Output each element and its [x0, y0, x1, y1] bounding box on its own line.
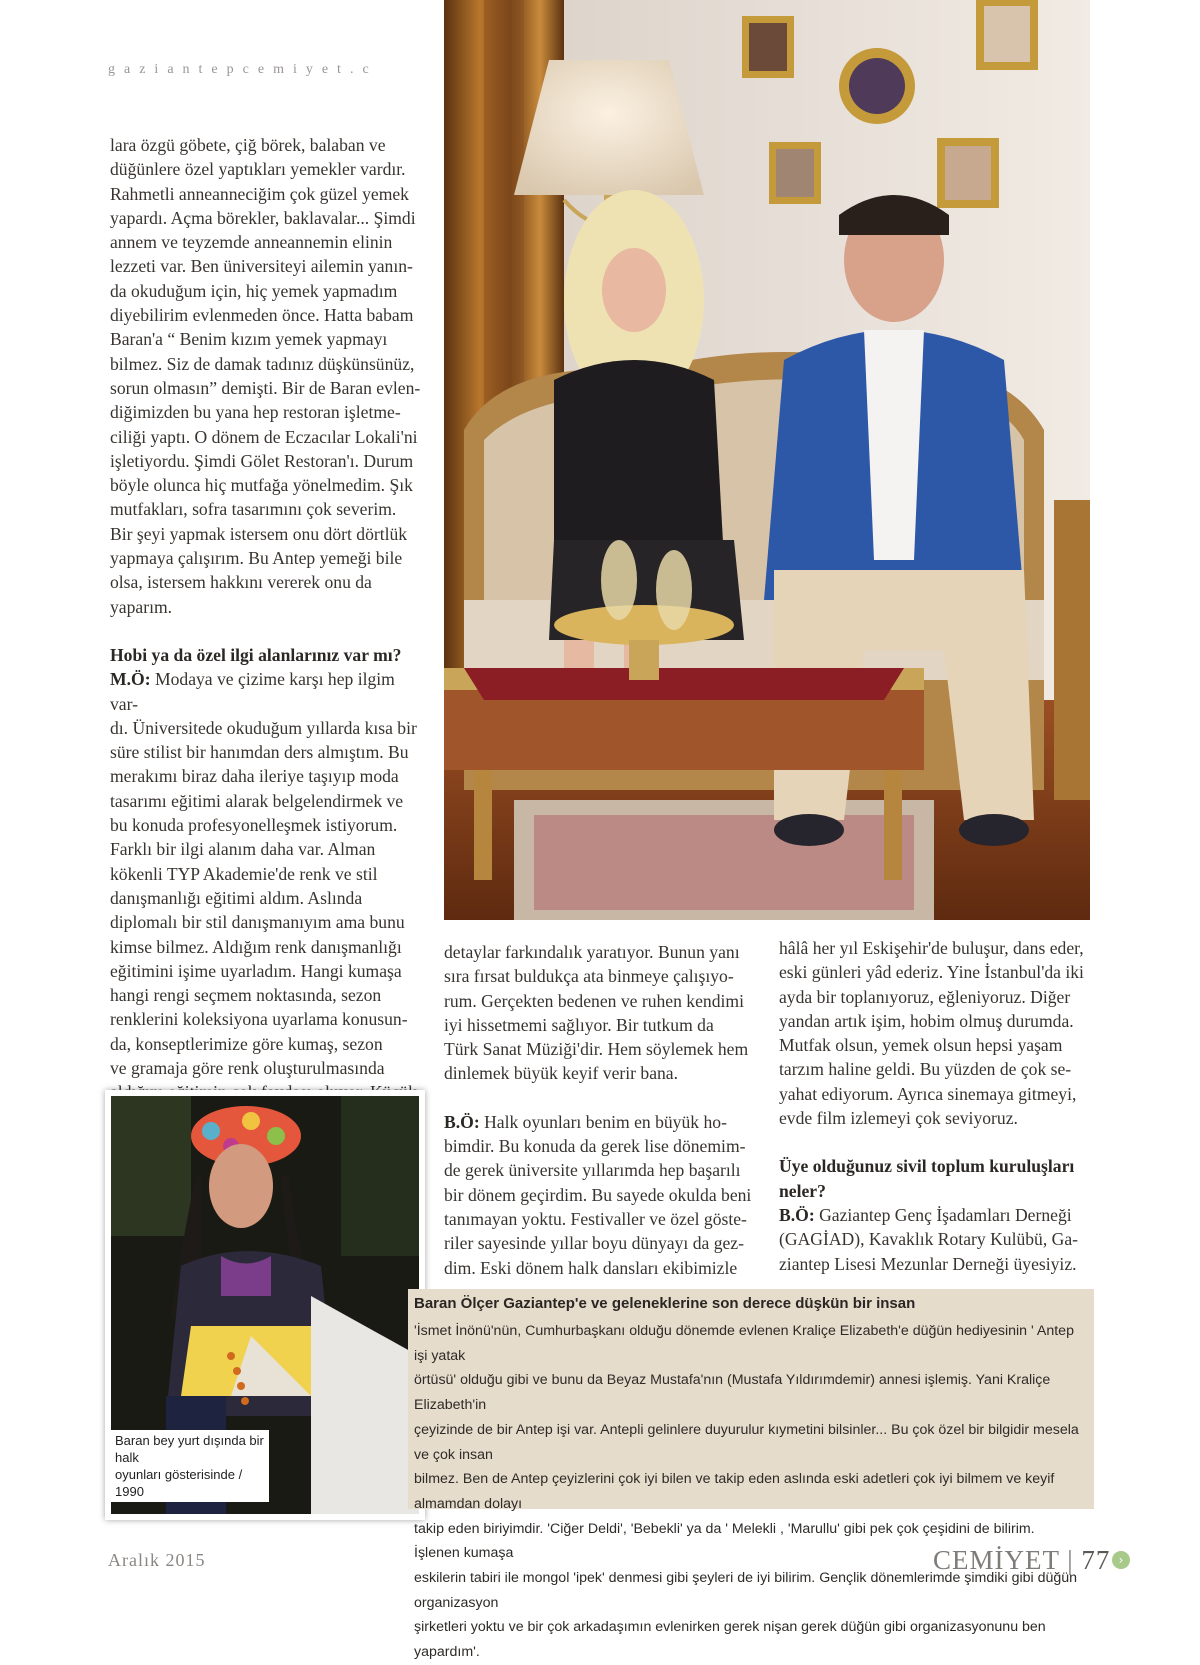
text-line: renklerini koleksiyona uyarlama konusun-	[110, 1009, 408, 1030]
answer-label-bo-2: B.Ö:	[779, 1204, 815, 1225]
text-line: yapardı. Açma börekler, baklavalar... Şimdi	[110, 207, 416, 228]
answer-first-text: Halk oyunları benim en büyük ho-	[479, 1111, 727, 1132]
column-3-text	[779, 936, 1099, 1130]
page-footer	[933, 1545, 1110, 1576]
text-line: ve gramaja göre renk oluşturulmasında	[110, 1057, 385, 1078]
issue-date: Aralık 2015	[108, 1550, 206, 1570]
answer-first-text: Modaya ve çizime karşı hep ilgim var-	[110, 669, 395, 714]
text-line: kimse bilmez. Aldığım renk danışmanlığı	[110, 936, 402, 957]
text-line: (GAGİAD), Kavaklık Rotary Kulübü, Ga-	[779, 1229, 1079, 1250]
hobby-answer-first-line	[110, 667, 422, 716]
text-line: mutfakları, sofra tasarımını çok severim.	[110, 499, 397, 520]
caption-line-1: Baran bey yurt dışında bir halk	[115, 1433, 264, 1465]
hobby-question: Hobi ya da özel ilgi alanlarınız var mı?	[110, 644, 402, 665]
website-header: gaziantepcemiyet.c	[108, 62, 378, 77]
text-line: diyebilirim evlenmeden önce. Hatta babam	[110, 305, 414, 326]
highlight-box-title: Baran Ölçer Gaziantep'e ve geleneklerine son derece düşkün bir insan	[414, 1295, 916, 1312]
text-line: eski günleri yâd ederiz. Yine İstanbul'da iki	[779, 962, 1084, 983]
caption-line-2: oyunları gösterisinde / 1990	[115, 1467, 243, 1499]
text-line: Rahmetli anneanneciğim çok güzel yemek	[110, 183, 409, 204]
text-line: ayda bir toplanıyoruz, eğleniyoruz. Diğer	[779, 986, 1071, 1007]
question-line: neler?	[779, 1180, 826, 1201]
text-line: rum. Gerçekten bedenen ve ruhen kendimi	[444, 990, 744, 1011]
answer-label-mo: M.Ö:	[110, 669, 151, 690]
text-line: tasarımı eğitimi alarak belgelendirmek ve	[110, 790, 404, 811]
text-line: Türk Sanat Müziği'dir. Hem söylemek hem	[444, 1039, 749, 1060]
text-line: ziantep Lisesi Mezunlar Derneği üyesiyiz.	[779, 1253, 1077, 1274]
column-2	[444, 940, 754, 1280]
text-line: dim. Eski dönem halk dansları ekibimizle	[444, 1257, 738, 1278]
text-line: hâlâ her yıl Eskişehir'de buluşur, dans eder,	[779, 938, 1084, 958]
text-line: düğünlere özel yaptıkları yemekler vardır.	[110, 159, 406, 180]
text-line: dı. Üniversitede okuduğum yıllarda kısa bir	[110, 717, 417, 738]
text-line: eğitimini işime uyarladım. Hangi kumaşa	[110, 960, 402, 981]
text-line: işletiyordu. Şimdi Gölet Restoran'ı. Durum	[110, 450, 414, 471]
text-line: sorun olmasın” demişti. Bir de Baran evlen-	[110, 377, 421, 398]
column-3	[779, 936, 1099, 1276]
text-line: danışmanlığı eğitimi aldım. Aslında	[110, 887, 363, 908]
highlight-box-text	[414, 1319, 1082, 1665]
text-line: kökenli TYP Akademie'de renk ve stil	[110, 863, 378, 884]
text-line: diğimizden bu yana hep restoran işletme-	[110, 402, 401, 423]
column-1	[110, 133, 422, 1105]
text-line: bilmez. Siz de damak tadınız düşkünsünüz,	[110, 353, 415, 374]
box-text-line: bilmez. Ben de Antep çeyizlerini çok iyi bilen ve takip eden aslında eski adetleri çok iyi bilmem ve keyif almamdan dolayı	[414, 1471, 1055, 1512]
text-line: yapmaya çalışırım. Bu Antep yemeği bile	[110, 548, 403, 569]
magazine-name: CEMİYET	[933, 1545, 1060, 1575]
text-line: yandan artık işim, hobim olmuş durumda.	[779, 1010, 1074, 1031]
text-line: yahat ediyorum. Ayrıca sinemaya gitmeyi,	[779, 1083, 1077, 1104]
text-line: iyi hissetmemi sağlıyor. Bir tutkum da	[444, 1014, 714, 1035]
text-line: lezzeti var. Ben üniversiteyi ailemin yanın-	[110, 256, 413, 277]
folk-dance-photo	[111, 1096, 419, 1514]
text-line: Farklı bir ilgi alanım daha var. Alman	[110, 839, 376, 860]
text-line: tanımayan yoktu. Festivaller ve özel göste-	[444, 1208, 747, 1229]
text-line: bimdir. Bu konuda da gerek lise dönemim-	[444, 1136, 746, 1157]
box-text-line: 'İsmet İnönü'nün, Cumhurbaşkanı olduğu dönemde evlenen Kraliçe Elizabeth'e düğün hediyesinin ' Antep işi yatak	[414, 1323, 1074, 1364]
text-line: detaylar farkındalık yaratıyor. Bunun yanı	[444, 942, 740, 962]
answer-label-bo: B.Ö:	[444, 1111, 480, 1132]
text-line: merakımı biraz daha ileriye taşıyıp moda	[110, 766, 399, 787]
box-text-line: çeyizinde de bir Antep işi var. Antepli gelinlere duyurulur kıymetini bilsinler... Bu çok özel bir bilgidir mesela ve çok insan	[414, 1421, 1079, 1463]
page-number: 77	[1081, 1545, 1111, 1575]
footer-separator: |	[1059, 1545, 1082, 1575]
column-3-answer	[779, 1227, 1099, 1276]
question-line: Üye olduğunuz sivil toplum kuruluşları	[779, 1156, 1075, 1177]
text-line: olsa, istersem hakkını vererek onu da	[110, 572, 372, 593]
box-text-line: şirketleri yoktu ve bir çok arkadaşımın evlenirken gerek nişan gerek düğün gibi organizasyonunu ben yapardım'.	[414, 1619, 1046, 1661]
text-line: dinlemek büyük keyif verir bana.	[444, 1063, 679, 1084]
folk-dance-photo-caption	[111, 1430, 269, 1502]
folk-dance-answer-first-line	[444, 1110, 754, 1134]
column-1-answer	[110, 716, 422, 1105]
ngo-answer-first-line	[779, 1203, 1099, 1227]
box-text-line: takip eden biriyimdir. 'Ciğer Deldi', 'Bebekli' ya da ' Melekli , 'Marullu' gibi pek çok çeşidini de bilirim. İşlenen kumaşa	[414, 1520, 1035, 1562]
text-line: de gerek üniversite yıllarımda hep başarılı	[444, 1160, 741, 1181]
couple-photo	[444, 0, 1090, 920]
text-line: riler sayesinde yıllar boyu dünyayı da gez-	[444, 1233, 744, 1254]
text-line: sıra fırsat buldukça ata binmeye çalışıyo-	[444, 966, 734, 987]
text-line: evde film izlemeyi çok seviyoruz.	[779, 1108, 1018, 1129]
text-line: da, konseptlerimize göre kumaş, sezon	[110, 1033, 383, 1054]
box-text-line: örtüsü' olduğu gibi ve bunu da Beyaz Mustafa'nın (Mustafa Yıldırımdemir) annesi işlemiş. Yani Kraliçe Elizabeth'in	[414, 1372, 1051, 1414]
text-line: Baran'a “ Benim kızım yemek yapmayı	[110, 329, 388, 350]
text-line: Bir şeyi yapmak istersem onu dört dörtlük	[110, 523, 408, 544]
column-2-answer	[444, 1134, 754, 1280]
text-line: bir dönem geçirdim. Bu sayede okulda beni	[444, 1184, 752, 1205]
column-2-text	[444, 940, 754, 1086]
column-1-intro	[110, 133, 422, 619]
text-line: lara özgü göbete, çiğ börek, balaban ve	[110, 135, 386, 155]
text-line: süre stilist bir hanımdan ders almıştım. Bu	[110, 742, 409, 763]
text-line: bu konuda profesyonelleşmek istiyorum.	[110, 815, 398, 836]
text-line: Mutfak olsun, yemek olsun hepsi yaşam	[779, 1035, 1063, 1056]
text-line: ciliği yaptı. O dönem de Eczacılar Lokali'ni	[110, 426, 418, 447]
folk-dance-photo-frame	[105, 1090, 425, 1520]
ngo-question	[779, 1154, 1099, 1203]
couple-photo-illustration	[444, 0, 1090, 920]
text-line: hangi rengi seçmem noktasında, sezon	[110, 985, 382, 1006]
answer-first-text: Gaziantep Genç İşadamları Derneği	[814, 1204, 1072, 1225]
text-line: yaparım.	[110, 596, 173, 617]
box-text-line: eskilerin tabiri ile mongol 'ipek' denmesi gibi şeyleri de iyi bilirim. Gençlik dönemlerimde şimdiki gibi düğün organizasyon	[414, 1570, 1078, 1611]
text-line: böyle olunca hiç mutfağa yönelmedim. Şık	[110, 475, 413, 496]
next-page-icon[interactable]: ›	[1112, 1551, 1130, 1569]
text-line: da okuduğum için, hiç yemek yapmadım	[110, 280, 398, 301]
text-line: tarzım haline geldi. Bu yüzden de çok se-	[779, 1059, 1072, 1080]
text-line: diplomalı bir stil danışmanıyım ama bunu	[110, 912, 405, 933]
text-line: annem ve teyzemde anneannemin elinin	[110, 232, 393, 253]
